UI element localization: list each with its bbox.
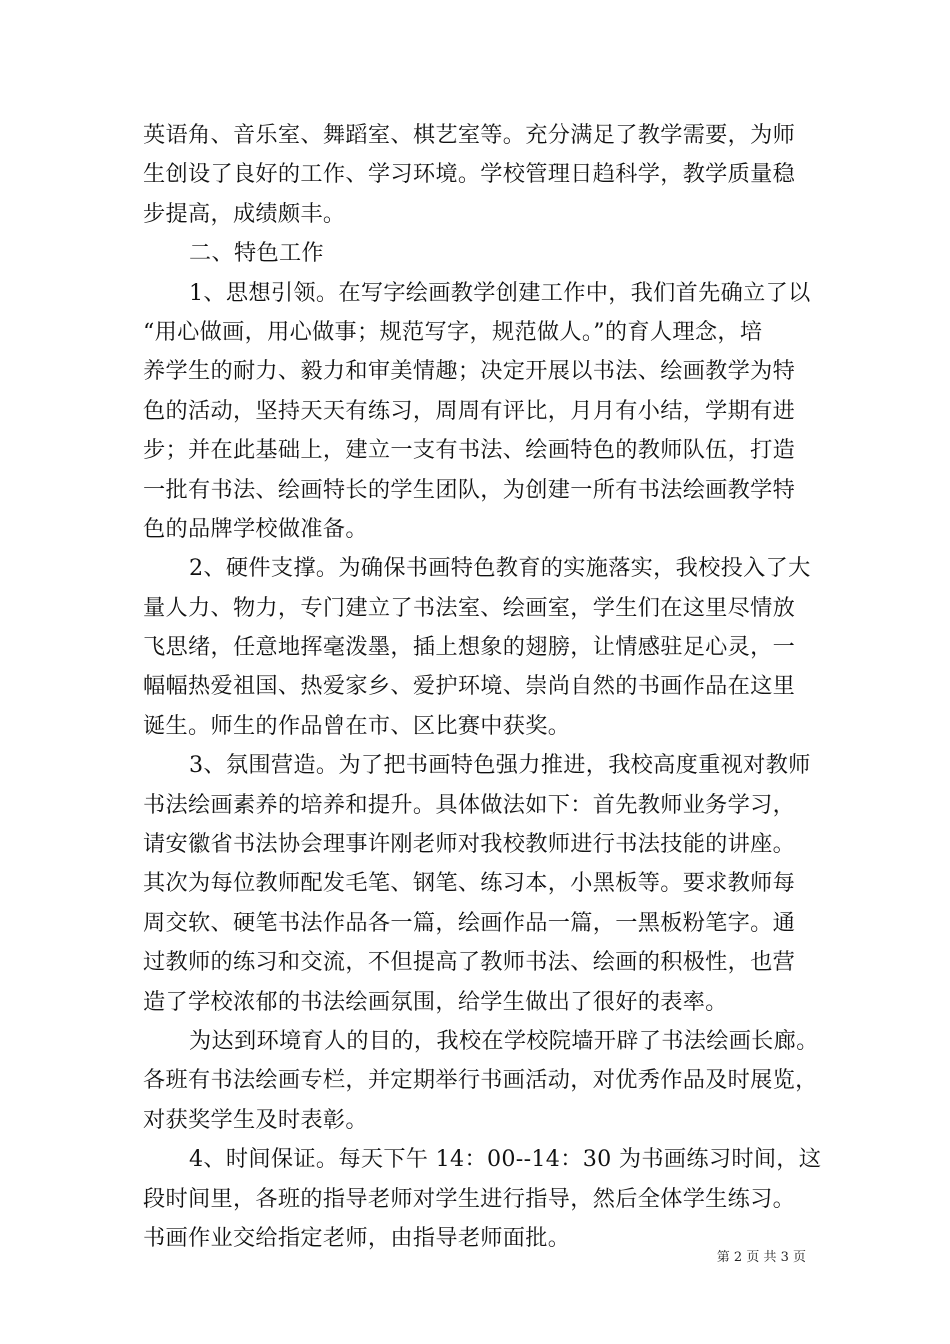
text-line: 各班有书法绘画专栏，并定期举行书画活动，对优秀作品及时展览， [143, 1067, 818, 1094]
text-line: 对获奖学生及时表彰。 [143, 1106, 368, 1133]
text-line: 3、氛围营造。为了把书画特色强力推进，我校高度重视对教师 [189, 752, 811, 779]
text-line: 书法绘画素养的培养和提升。具体做法如下：首先教师业务学习， [143, 791, 796, 818]
text-line: 过教师的练习和交流，不但提高了教师书法、绘画的积极性，也营 [143, 949, 796, 976]
text-line: 周交软、硬笔书法作品各一篇，绘画作品一篇，一黑板粉笔字。通 [143, 909, 796, 936]
text-line: 生创设了良好的工作、学习环境。学校管理日趋科学，教学质量稳 [143, 161, 796, 188]
page-number: 第 2 页 共 3 页 [716, 1250, 806, 1265]
text-line: 量人力、物力，专门建立了书法室、绘画室，学生们在这里尽情放 [143, 594, 796, 621]
text-line: 1、思想引领。在写字绘画教学创建工作中，我们首先确立了以 [189, 279, 811, 306]
text-line: 飞思绪，任意地挥毫泼墨，插上想象的翅膀，让情感驻足心灵，一 [143, 634, 796, 661]
text-line: 色的活动，坚持天天有练习，周周有评比，月月有小结，学期有进 [143, 397, 796, 424]
text-line: 请安徽省书法协会理事许刚老师对我校教师进行书法技能的讲座。 [143, 831, 796, 858]
text-line: 书画作业交给指定老师，由指导老师面批。 [143, 1224, 571, 1251]
text-line: 幅幅热爱祖国、热爱家乡、爱护环境、崇尚自然的书画作品在这里 [143, 673, 796, 700]
text-line: 步提高，成绩颇丰。 [143, 200, 346, 227]
document-body [143, 116, 822, 1258]
text-line: 2、硬件支撑。为确保书画特色教育的实施落实，我校投入了大 [189, 555, 811, 582]
text-line: 4、时间保证。每天下午 14：00--14：30 为书画练习时间，这 [189, 1146, 822, 1173]
text-line: 二、特色工作 [189, 240, 324, 267]
text-line: 造了学校浓郁的书法绘画氛围，给学生做出了很好的表率。 [143, 988, 728, 1015]
text-line: 养学生的耐力、毅力和审美情趣；决定开展以书法、绘画教学为特 [143, 358, 796, 385]
text-line: “用心做画，用心做事；规范写字，规范做人。”的育人理念，培 [143, 318, 763, 345]
text-line: 步；并在此基础上，建立一支有书法、绘画特色的教师队伍，打造 [143, 437, 796, 464]
text-line: 为达到环境育人的目的，我校在学校院墙开辟了书法绘画长廊。 [189, 1027, 819, 1054]
text-line: 其次为每位教师配发毛笔、钢笔、练习本，小黑板等。要求教师每 [143, 870, 796, 897]
text-line: 一批有书法、绘画特长的学生团队，为创建一所有书法绘画教学特 [143, 476, 796, 503]
text-line: 段时间里，各班的指导老师对学生进行指导，然后全体学生练习。 [143, 1185, 796, 1212]
text-line: 英语角、音乐室、舞蹈室、棋艺室等。充分满足了教学需要，为师 [143, 122, 796, 148]
text-line: 诞生。师生的作品曾在市、区比赛中获奖。 [143, 712, 571, 739]
text-line: 色的品牌学校做准备。 [143, 515, 368, 542]
